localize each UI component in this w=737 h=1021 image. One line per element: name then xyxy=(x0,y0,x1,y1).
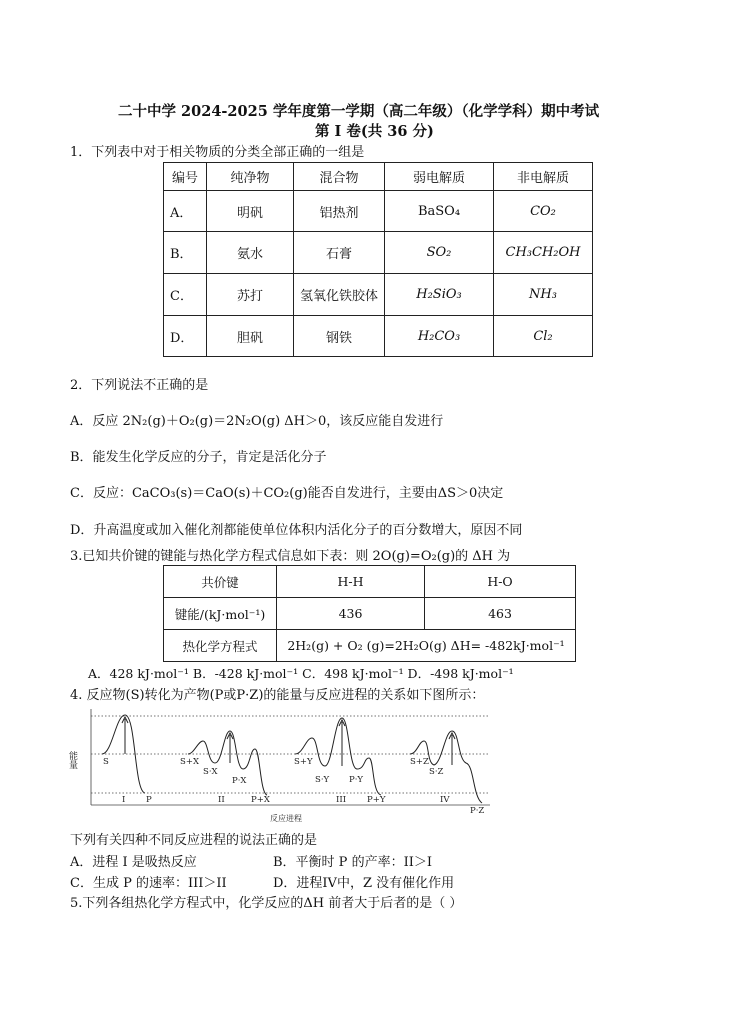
table-cell: H-O xyxy=(425,566,576,598)
q1-stem: 1．下列表中对于相关物质的分类全部正确的一组是 xyxy=(70,145,365,160)
table-header: 混合物 xyxy=(294,163,385,191)
q3-bond-energy-table xyxy=(163,565,576,662)
label-S-dot-X: S·X xyxy=(203,767,218,777)
table-row xyxy=(164,232,593,274)
table-row xyxy=(164,191,593,232)
table-cell: 石膏 xyxy=(294,232,385,274)
table-cell: D． xyxy=(164,316,207,357)
table-cell: B． xyxy=(164,232,207,274)
table-header: 编号 xyxy=(164,163,207,191)
table-cell: 2H₂(g) + O₂ (g)=2H₂O(g) ΔH= -482kJ·mol⁻¹ xyxy=(277,630,576,662)
label-S-dot-Z: S·Z xyxy=(429,767,444,777)
label-III: III xyxy=(336,795,347,805)
table-cell: 明矾 xyxy=(207,191,294,232)
x-axis-label: 反应进程 xyxy=(270,814,302,823)
q1-classification-table xyxy=(163,162,593,357)
table-cell: CH₃CH₂OH xyxy=(494,232,593,274)
label-II: II xyxy=(218,795,225,805)
label-S-dot-Y: S·Y xyxy=(315,775,330,785)
q3-options: A．428 kJ·mol⁻¹ B．-428 kJ·mol⁻¹ C．498 kJ·mol⁻¹ D．-498 kJ·mol⁻¹ xyxy=(88,666,514,681)
table-row xyxy=(164,598,576,630)
y-axis-label: 能量 xyxy=(67,751,77,769)
table-cell: 463 xyxy=(425,598,576,630)
table-header: 弱电解质 xyxy=(385,163,494,191)
table-row xyxy=(164,274,593,316)
table-cell: Cl₂ xyxy=(494,316,593,357)
label-P: P xyxy=(146,795,152,805)
label-P-dot-X: P·X xyxy=(232,776,247,786)
table-cell: CO₂ xyxy=(494,191,593,232)
label-P-plus-Y: P+Y xyxy=(367,795,386,805)
exam-subtitle: 第 I 卷(共 36 分) xyxy=(315,123,434,140)
q4-option-c: C．生成 P 的速率：III＞II xyxy=(70,876,227,891)
q5-stem: 5.下列各组热化学方程式中，化学反应的ΔH 前者大于后者的是（ ） xyxy=(70,896,463,911)
table-cell: SO₂ xyxy=(385,232,494,274)
q4-stem: 4. 反应物(S)转化为产物(P或P·Z)的能量与反应进程的关系如下图所示： xyxy=(70,688,485,703)
label-P-dot-Y: P·Y xyxy=(349,775,364,785)
q2-option-c: C．反应：CaCO₃(s)＝CaO(s)＋CO₂(g)能否自发进行，主要由ΔS＞0决定 xyxy=(70,486,504,501)
table-cell: H-H xyxy=(277,566,425,598)
table-header: 非电解质 xyxy=(494,163,593,191)
table-cell: 热化学方程式 xyxy=(164,630,277,662)
q2-stem: 2．下列说法不正确的是 xyxy=(70,378,209,393)
label-IV: IV xyxy=(440,795,450,805)
q2-option-a: A．反应 2N₂(g)＋O₂(g)＝2N₂O(g) ΔH＞0，该反应能自发进行 xyxy=(70,414,444,429)
label-S-plus-Z: S+Z xyxy=(410,757,429,767)
table-cell: 键能/(kJ·mol⁻¹) xyxy=(164,598,277,630)
label-S-plus-Y: S+Y xyxy=(294,757,313,767)
table-cell: 钢铁 xyxy=(294,316,385,357)
label-S-plus-X: S+X xyxy=(180,757,199,767)
table-header: 纯净物 xyxy=(207,163,294,191)
table-cell: 苏打 xyxy=(207,274,294,316)
curve-path-II xyxy=(188,731,267,795)
table-cell: 436 xyxy=(277,598,425,630)
q2-option-d: D．升高温度或加入催化剂都能使单位体积内活化分子的百分数增大，原因不同 xyxy=(70,523,523,538)
table-cell: H₂CO₃ xyxy=(385,316,494,357)
label-I: I xyxy=(122,795,126,805)
table-cell: NH₃ xyxy=(494,274,593,316)
q4-option-b: B．平衡时 P 的产率：II＞I xyxy=(273,855,432,870)
table-cell: 铝热剂 xyxy=(294,191,385,232)
table-cell: C． xyxy=(164,274,207,316)
table-cell: 氢氧化铁胶体 xyxy=(294,274,385,316)
label-P-dot-Z: P·Z xyxy=(470,806,485,816)
label-S: S xyxy=(103,757,109,767)
q2-option-b: B．能发生化学反应的分子，肯定是活化分子 xyxy=(70,450,327,465)
table-row xyxy=(164,316,593,357)
q4-prompt: 下列有关四种不同反应进程的说法正确的是 xyxy=(70,833,318,848)
q4-option-a: A．进程 I 是吸热反应 xyxy=(70,855,197,870)
table-cell: 胆矾 xyxy=(207,316,294,357)
table-cell: BaSO₄ xyxy=(385,191,494,232)
q3-stem: 3.已知共价键的键能与热化学方程式信息如下表：则 2O(g)=O₂(g)的 ΔH 为 xyxy=(70,549,511,564)
label-P-plus-X: P+X xyxy=(251,795,270,805)
exam-title: 二十中学 2024-2025 学年度第一学期（高二年级）（化学学科）期中考试 xyxy=(118,103,600,120)
curve-path-IV xyxy=(410,731,482,803)
table-row xyxy=(164,630,576,662)
table-cell: 氨水 xyxy=(207,232,294,274)
table-cell: 共价键 xyxy=(164,566,277,598)
energy-profile-diagram xyxy=(67,703,500,825)
table-cell: A． xyxy=(164,191,207,232)
table-cell: H₂SiO₃ xyxy=(385,274,494,316)
table-row xyxy=(164,566,576,598)
q4-option-d: D．进程IV中，Z 没有催化作用 xyxy=(273,876,455,891)
